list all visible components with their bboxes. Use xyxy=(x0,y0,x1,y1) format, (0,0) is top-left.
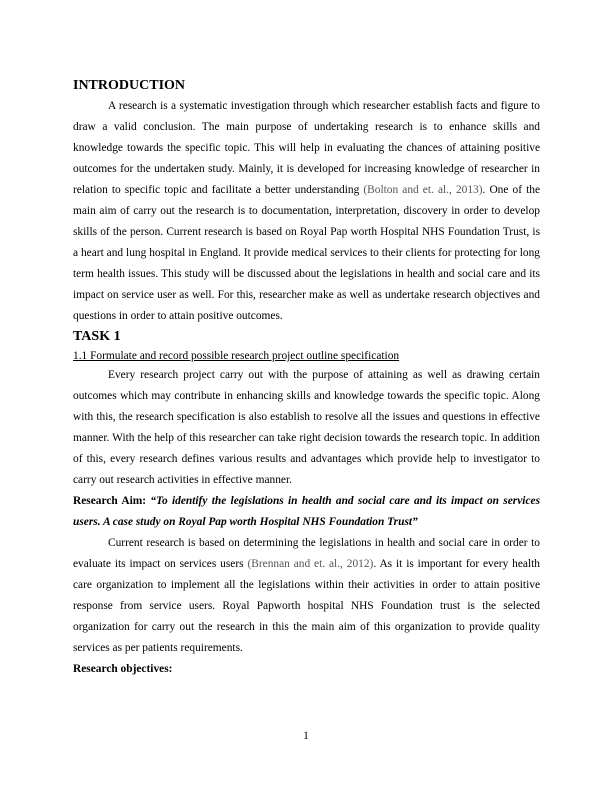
task1-paragraph-1: Every research project carry out with the purpose of attaining as well as drawing certain outcomes which may contribute in enhancing skills and knowledge towards the specific topic. Along with this, the research specification is also establish to resolve all the issues and questions in effective manner. With the help of this researcher can take right decision towards the research topic. In addition of this, every research defines various results and advantages which provide help to investigator to carry out research activities in effective manner. xyxy=(73,369,540,486)
task1-p2-part1: Current research is based on determining the legislations in health and social care in order to evaluate its impact on services users xyxy=(73,537,540,570)
page-number: 1 xyxy=(303,730,309,742)
page-content xyxy=(73,76,540,680)
citation-bolton: (Bolton and et. al., 2013) xyxy=(363,184,483,196)
research-aim-label: Research Aim: xyxy=(73,495,151,507)
research-aim xyxy=(73,491,540,533)
task1-paragraph-2 xyxy=(73,533,540,659)
intro-text-part1: A research is a systematic investigation through which researcher establish facts and figure to draw a valid conclusion. The main purpose of undertaking research is to enhance skills and knowledge towards the specific topic. This will help in evaluating the chances of attaining positive outcomes for the undertaken study. Mainly, it is developed for increasing knowledge of researcher in relation to specific topic and facilitate a better understanding xyxy=(73,100,540,196)
introduction-heading: INTRODUCTION xyxy=(73,78,186,93)
intro-text-part2: . One of the main aim of carry out the research is to documentation, interpretation, discovery in order to develop skills of the person. Current research is based on Royal Pap worth Hospital NHS Foundation Trust, is a heart and lung hospital in England. It provide medical services to their clients for protecting for long term health issues. This study will be discussed about the legislations in health and social care and its impact on service user as well. For this, researcher make as well as undertake research objectives and questions in order to attain positive outcomes. xyxy=(73,184,541,322)
research-aim-text: “To identify the legislations in health and social care and its impact on services users. A case study on Royal Pap worth Hospital NHS Foundation Trust” xyxy=(73,495,540,528)
task1-p2-part2: . As it is important for every health care organization to implement all the legislations within their activities in order to attain positive response from service users. Royal Papworth hospital NHS Foundation trust is the selected organization for carry out the research in this the main aim of this organization to provide quality services as per patients requirements. xyxy=(73,558,541,654)
task1-subheading: 1.1 Formulate and record possible research project outline specification xyxy=(73,350,400,362)
citation-brennan: (Brennan and et. al., 2012) xyxy=(247,558,374,570)
task1-heading: TASK 1 xyxy=(73,329,121,344)
introduction-paragraph xyxy=(73,96,540,327)
research-objectives-label: Research objectives: xyxy=(73,663,173,675)
